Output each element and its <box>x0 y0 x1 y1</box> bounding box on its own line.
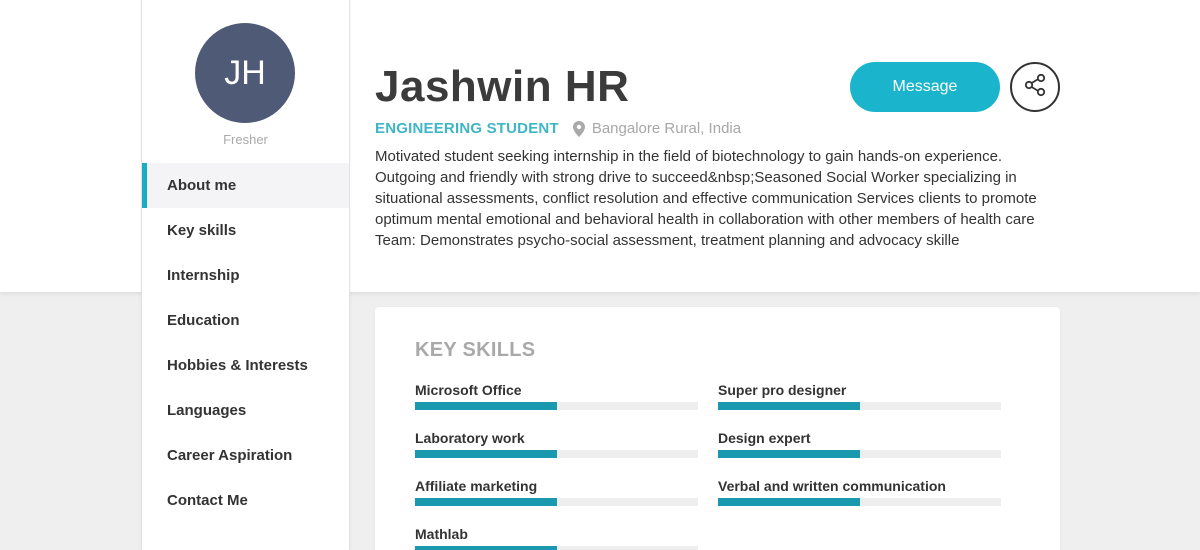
skill-item <box>415 382 698 410</box>
skill-bar-fill <box>718 450 860 458</box>
skill-bar <box>415 402 698 410</box>
skill-name: Design expert <box>718 430 811 446</box>
skill-bar-fill <box>415 498 557 506</box>
skill-bar <box>718 498 1001 506</box>
sidebar-item-internship[interactable]: Internship <box>167 267 240 284</box>
skill-bar <box>415 546 698 550</box>
skill-item <box>718 430 1001 458</box>
profile-location: Bangalore Rural, India <box>591 120 742 137</box>
message-button[interactable]: Message <box>850 62 1000 112</box>
avatar: JH <box>195 23 295 123</box>
profile-header <box>375 0 1065 292</box>
skill-item <box>415 526 698 550</box>
skill-bar <box>415 498 698 506</box>
skill-name: Microsoft Office <box>415 382 522 398</box>
key-skills-title: KEY SKILLS <box>415 339 536 361</box>
skill-bar-fill <box>415 402 557 410</box>
skill-item <box>415 478 698 506</box>
sidebar-item-hobbies[interactable]: Hobbies & Interests <box>167 357 308 374</box>
skill-name: Super pro designer <box>718 382 847 398</box>
skill-bar-fill <box>718 498 860 506</box>
skill-name: Verbal and written communication <box>718 478 946 494</box>
sidebar-nav <box>142 163 349 523</box>
skill-bar-fill <box>415 450 557 458</box>
skill-bar <box>718 450 1001 458</box>
sidebar <box>141 0 350 550</box>
skill-name: Mathlab <box>415 526 468 542</box>
profile-status: Fresher <box>223 132 268 147</box>
sidebar-item-education[interactable]: Education <box>167 312 240 329</box>
skill-bar-fill <box>718 402 860 410</box>
sidebar-item-career-aspiration[interactable]: Career Aspiration <box>167 447 293 464</box>
sidebar-item-key-skills[interactable]: Key skills <box>167 222 237 239</box>
skill-bar <box>718 402 1001 410</box>
share-icon <box>1023 73 1047 102</box>
skill-item <box>718 382 1001 410</box>
profile-role: ENGINEERING STUDENT <box>375 120 559 137</box>
profile-bio: Motivated student seeking internship in the field of biotechnology to gain hands-on experience. Outgoing and friendly with strong drive to succeed&nbsp;Seasoned Social Worker specializing in situational assessments, conflict resolution and effective communication Services clients to promote optimum mental emotional and behavioral health in collaboration with other members of health care Team: Demonstrates psycho-social assessment, treatment planning and advocacy skille <box>375 148 1037 249</box>
sidebar-item-about-me[interactable]: About me <box>142 163 349 208</box>
skill-item <box>415 430 698 458</box>
share-button[interactable] <box>1010 62 1060 112</box>
skill-item <box>718 478 1001 506</box>
skill-name: Affiliate marketing <box>415 478 538 494</box>
location-pin-icon <box>573 121 585 137</box>
profile-name: Jashwin HR <box>375 62 630 111</box>
skill-bar-fill <box>415 546 557 550</box>
key-skills-card <box>375 307 1060 550</box>
sidebar-item-contact-me[interactable]: Contact Me <box>167 492 248 509</box>
skill-bar <box>415 450 698 458</box>
sidebar-item-languages[interactable]: Languages <box>167 402 247 419</box>
profile-meta <box>375 120 741 137</box>
skill-name: Laboratory work <box>415 430 525 446</box>
